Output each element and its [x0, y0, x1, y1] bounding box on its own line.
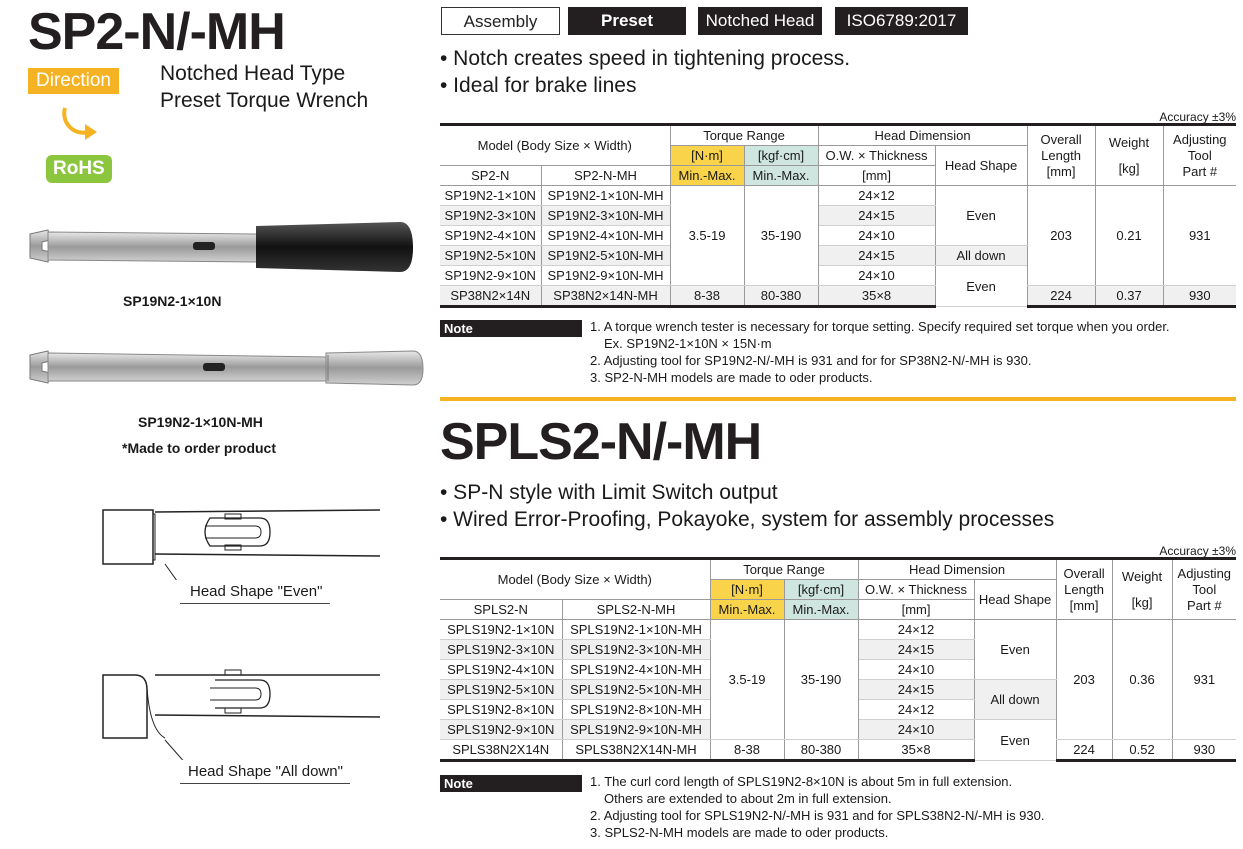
header-text: [kg]	[1131, 594, 1153, 610]
dim-cell: 24×10	[858, 720, 974, 740]
bullet: • Notch creates speed in tightening process.	[440, 47, 851, 70]
header-text: Part #	[1186, 597, 1222, 613]
model-header: Model (Body Size × Width)	[440, 125, 670, 166]
note-line: 2. Adjusting tool for SP19N2-N/-MH is 931 and for for SP38N2-N/-MH is 930.	[590, 353, 1032, 368]
tag-assembly: Assembly	[441, 7, 560, 35]
model-cell: SPLS19N2-3×10N	[440, 640, 562, 660]
model-cell: SP19N2-1×10N-MH	[541, 186, 670, 206]
tool-cell: 931	[1163, 186, 1236, 286]
model-cell: SPLS19N2-3×10N-MH	[562, 640, 710, 660]
header-text: Adjusting	[1173, 131, 1227, 147]
product2-caption: SP19N2-1×10N-MH	[138, 414, 263, 430]
weight-cell: 0.37	[1095, 286, 1163, 307]
model-cell: SP19N2-5×10N	[440, 246, 541, 266]
wrench-sp19n2-mh-image	[28, 345, 428, 400]
header-text: Overall	[1040, 131, 1082, 147]
note-line: 3. SP2-N-MH models are made to oder products.	[590, 370, 873, 385]
head-shape-cell: All down	[974, 680, 1056, 720]
product-subtitle	[160, 60, 368, 114]
note-line: 1. A torque wrench tester is necessary for torque setting. Specify required set torque when you order.	[590, 319, 1170, 334]
model-cell: SPLS19N2-5×10N	[440, 680, 562, 700]
wrench-sp19n2-image	[28, 212, 418, 282]
header-text: [mm]	[1046, 163, 1076, 179]
bullet: • Ideal for brake lines	[440, 74, 637, 97]
header-text: Adjusting	[1177, 565, 1232, 581]
ow-thickness-header: O.W. × Thickness	[818, 146, 935, 166]
section1-notes	[590, 318, 1170, 386]
adjusting-tool-header	[1163, 125, 1236, 186]
torque-range-header: Torque Range	[670, 125, 818, 146]
model-cell: SP19N2-1×10N	[440, 186, 541, 206]
head-dimension-header: Head Dimension	[818, 125, 1027, 146]
overall-length-header	[1027, 125, 1095, 186]
tag-notched-head: Notched Head	[698, 7, 822, 35]
model-cell: SP19N2-4×10N-MH	[541, 226, 670, 246]
header-text: Tool	[1192, 581, 1217, 597]
header-text: Tool	[1187, 147, 1212, 163]
dim-cell: 24×12	[818, 186, 935, 206]
weight-cell: 0.52	[1112, 740, 1172, 761]
dim-cell: 24×15	[858, 640, 974, 660]
dim-cell: 35×8	[858, 740, 974, 761]
col-a-header: SP2-N	[440, 166, 541, 186]
head-shape-alldown-label: Head Shape "All down"	[188, 763, 343, 780]
tool-cell: 931	[1172, 620, 1236, 740]
note-label: Note	[440, 775, 582, 792]
head-shape-alldown-diagram	[95, 660, 385, 760]
header-text: [kg]	[1118, 160, 1140, 176]
model-cell: SPLS19N2-9×10N	[440, 720, 562, 740]
spec-table-spls2	[440, 557, 1236, 762]
dim-cell: 24×12	[858, 620, 974, 640]
length-cell: 203	[1027, 186, 1095, 286]
nm-range-cell: 8-38	[710, 740, 784, 761]
dim-cell: 24×12	[858, 700, 974, 720]
tool-cell: 930	[1172, 740, 1236, 761]
head-shape-cell: Even	[974, 620, 1056, 680]
bullet: • SP-N style with Limit Switch output	[440, 481, 778, 504]
nm-unit: [N·m]	[710, 580, 784, 600]
kgf-range-cell: 80-380	[744, 286, 818, 307]
weight-cell: 0.21	[1095, 186, 1163, 286]
model-cell: SPLS19N2-5×10N-MH	[562, 680, 710, 700]
model-cell: SPLS19N2-4×10N-MH	[562, 660, 710, 680]
subtitle-line-2: Preset Torque Wrench	[160, 89, 369, 112]
tag-preset: Preset	[568, 7, 686, 35]
model-cell: SPLS19N2-9×10N-MH	[562, 720, 710, 740]
head-shape-cell: Even	[935, 266, 1027, 307]
head-shape-cell: All down	[935, 246, 1027, 266]
note-line: 3. SPLS2-N-MH models are made to oder products.	[590, 825, 889, 840]
header-text: Weight	[1108, 134, 1150, 150]
model-cell: SPLS38N2X14N-MH	[562, 740, 710, 761]
header-text: Weight	[1121, 568, 1163, 584]
mm-unit: [mm]	[818, 166, 935, 186]
product1-caption: SP19N2-1×10N	[123, 293, 222, 309]
nm-unit: [N·m]	[670, 146, 744, 166]
length-cell: 224	[1056, 740, 1112, 761]
section2-bullets	[440, 479, 1054, 533]
note-line: 2. Adjusting tool for SPLS19N2-N/-MH is 931 and for SPLS38N2-N/-MH is 930.	[590, 808, 1045, 823]
minmax-header: Min.-Max.	[744, 166, 818, 186]
accuracy-note: Accuracy ±3%	[1159, 544, 1236, 558]
minmax-header: Min.-Max.	[710, 600, 784, 620]
made-to-order-note: *Made to order product	[122, 440, 277, 456]
dim-cell: 24×15	[818, 246, 935, 266]
dim-cell: 35×8	[818, 286, 935, 307]
kgf-unit: [kgf·cm]	[784, 580, 858, 600]
page-title: SP2-N/-MH	[28, 3, 285, 61]
model-cell: SP19N2-9×10N-MH	[541, 266, 670, 286]
note-label: Note	[440, 320, 582, 337]
dim-cell: 24×15	[858, 680, 974, 700]
weight-header	[1095, 125, 1163, 186]
tool-cell: 930	[1163, 286, 1236, 307]
model-cell: SP38N2×14N-MH	[541, 286, 670, 307]
nm-range-cell: 8-38	[670, 286, 744, 307]
divider	[180, 783, 350, 784]
kgf-range-cell: 80-380	[784, 740, 858, 761]
header-text: Overall	[1063, 565, 1105, 581]
rotation-arrow-icon	[55, 100, 105, 145]
kgf-range-cell: 35-190	[744, 186, 818, 286]
model-cell: SP19N2-5×10N-MH	[541, 246, 670, 266]
adjusting-tool-header	[1172, 559, 1236, 620]
model-cell: SPLS19N2-4×10N	[440, 660, 562, 680]
torque-range-header: Torque Range	[710, 559, 858, 580]
note-line: Ex. SP19N2-1×10N × 15N·m	[604, 336, 772, 351]
col-b-header: SP2-N-MH	[541, 166, 670, 186]
direction-badge: Direction	[28, 68, 119, 94]
head-shape-even-label: Head Shape "Even"	[190, 583, 323, 600]
model-header: Model (Body Size × Width)	[440, 559, 710, 600]
rohs-badge: RoHS	[46, 155, 112, 183]
divider	[180, 603, 330, 604]
head-shape-even-diagram	[95, 500, 385, 580]
model-cell: SP19N2-3×10N-MH	[541, 206, 670, 226]
nm-range-cell: 3.5-19	[670, 186, 744, 286]
section2-notes	[590, 773, 1045, 841]
length-cell: 203	[1056, 620, 1112, 740]
section1-bullets	[440, 45, 850, 99]
model-cell: SPLS19N2-1×10N	[440, 620, 562, 640]
header-text: Length	[1064, 581, 1104, 597]
spec-table-sp2	[440, 123, 1236, 308]
head-shape-cell: Even	[974, 720, 1056, 761]
model-cell: SP19N2-3×10N	[440, 206, 541, 226]
col-a-header: SPLS2-N	[440, 600, 562, 620]
minmax-header: Min.-Max.	[670, 166, 744, 186]
model-cell: SPLS19N2-8×10N	[440, 700, 562, 720]
head-shape-header: Head Shape	[974, 580, 1056, 620]
dim-cell: 24×10	[818, 226, 935, 246]
dim-cell: 24×10	[818, 266, 935, 286]
section2-title: SPLS2-N/-MH	[440, 413, 762, 471]
header-text: Part #	[1182, 163, 1218, 179]
model-cell: SP38N2×14N	[440, 286, 541, 307]
weight-cell: 0.36	[1112, 620, 1172, 740]
ow-thickness-header: O.W. × Thickness	[858, 580, 974, 600]
head-shape-cell: Even	[935, 186, 1027, 246]
dim-cell: 24×15	[818, 206, 935, 226]
subtitle-line-1: Notched Head Type	[160, 62, 346, 85]
tag-iso: ISO6789:2017	[835, 7, 968, 35]
header-text: [mm]	[1069, 597, 1099, 613]
head-dimension-header: Head Dimension	[858, 559, 1056, 580]
accuracy-note: Accuracy ±3%	[1159, 110, 1236, 124]
model-cell: SP19N2-9×10N	[440, 266, 541, 286]
model-cell: SPLS38N2X14N	[440, 740, 562, 761]
model-cell: SPLS19N2-8×10N-MH	[562, 700, 710, 720]
minmax-header: Min.-Max.	[784, 600, 858, 620]
model-cell: SPLS19N2-1×10N-MH	[562, 620, 710, 640]
col-b-header: SPLS2-N-MH	[562, 600, 710, 620]
mm-unit: [mm]	[858, 600, 974, 620]
length-cell: 224	[1027, 286, 1095, 307]
overall-length-header	[1056, 559, 1112, 620]
model-cell: SP19N2-4×10N	[440, 226, 541, 246]
kgf-range-cell: 35-190	[784, 620, 858, 740]
header-text: Length	[1041, 147, 1081, 163]
dim-cell: 24×10	[858, 660, 974, 680]
note-line: 1. The curl cord length of SPLS19N2-8×10N is about 5m in full extension.	[590, 774, 1013, 789]
section-divider	[440, 397, 1236, 401]
nm-range-cell: 3.5-19	[710, 620, 784, 740]
head-shape-header: Head Shape	[935, 146, 1027, 186]
bullet: • Wired Error-Proofing, Pokayoke, system for assembly processes	[440, 508, 1055, 531]
kgf-unit: [kgf·cm]	[744, 146, 818, 166]
weight-header	[1112, 559, 1172, 620]
note-line: Others are extended to about 2m in full extension.	[604, 791, 892, 806]
